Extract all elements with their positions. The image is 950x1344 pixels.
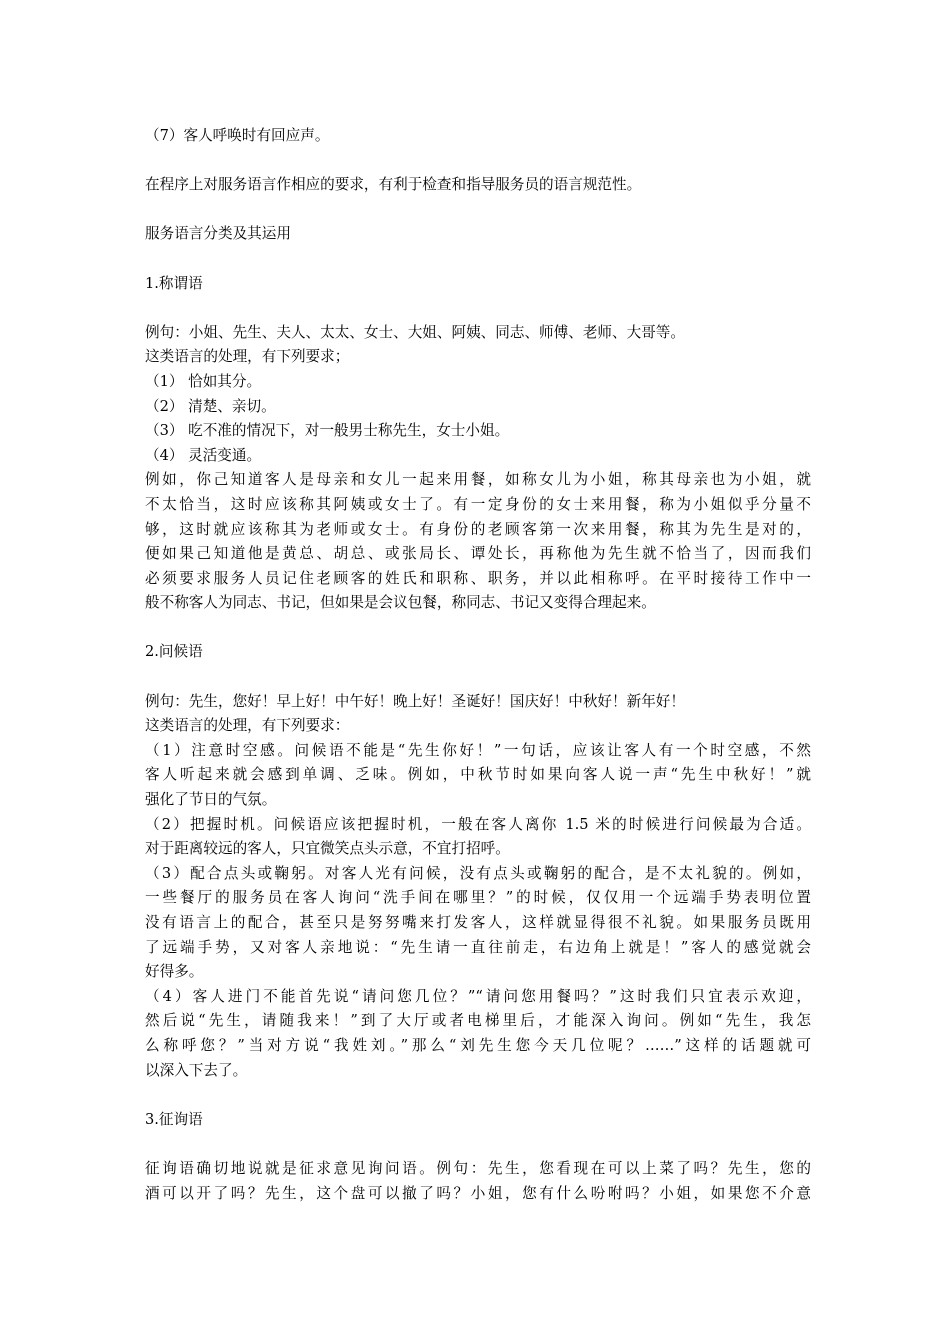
blank-line: [145, 616, 811, 641]
blank-line: [145, 198, 811, 223]
text-line: 么称呼您？”当对方说“我姓刘。”那么“刘先生您今天几位呢？……”这样的话题就可: [145, 1036, 811, 1054]
text-line: 酒可以开了吗？先生，这个盘可以撤了吗？小姐，您有什么吩咐吗？小姐，如果您不介意: [145, 1184, 811, 1202]
text-line: （2） 清楚、亲切。: [145, 397, 276, 415]
text-line: 以深入下去了。: [145, 1061, 248, 1079]
text-line: 这类语言的处理，有下列要求；: [145, 348, 350, 366]
text-line: 3.征询语: [145, 1110, 203, 1128]
blank-line: [145, 1132, 811, 1157]
text-line: 例句：先生，您好！早上好！中午好！晚上好！圣诞好！国庆好！中秋好！新年好！: [145, 692, 685, 710]
blank-line: [145, 247, 811, 272]
blank-line: [145, 1083, 811, 1108]
text-line: （4）客人进门不能首先说“请问您几位？”“请问您用餐吗？”这时我们只宜表示欢迎，: [145, 987, 811, 1005]
blank-line: [145, 149, 811, 174]
text-line: （1） 恰如其分。: [145, 372, 262, 390]
text-line: （4） 灵活变通。: [145, 446, 262, 464]
text-line: 强化了节日的气氛。: [145, 791, 277, 809]
text-line: 必须要求服务人员记住老顾客的姓氏和职称、职务，并以此相称呼。在平时接待工作中一: [145, 569, 811, 587]
text-line: 1.称谓语: [145, 274, 203, 292]
text-line: 好得多。: [145, 963, 204, 981]
text-line: 在程序上对服务语言作相应的要求，有利于检查和指导服务员的语言规范性。: [145, 176, 642, 194]
text-line: 一些餐厅的服务员在客人询问“洗手间在哪里？”的时候，仅仅用一个远端手势表明位置: [145, 889, 811, 907]
text-line: 便如果己知道他是黄总、胡总、或张局长、谭处长，再称他为先生就不恰当了，因而我们: [145, 545, 811, 563]
text-line: （7）客人呼唤时有回应声。: [145, 127, 330, 144]
text-line: （3） 吃不准的情况下，对一般男士称先生，女士小姐。: [145, 422, 510, 440]
text-line: 没有语言上的配合，甚至只是努努嘴来打发客人，这样就显得很不礼貌。如果服务员既用: [145, 914, 811, 931]
text-line: 例句：小姐、先生、夫人、太太、女士、大姐、阿姨、同志、师傅、老师、大哥等。: [145, 323, 685, 341]
text-line: 2.问候语: [145, 643, 203, 661]
text-line: 了远端手势，又对客人亲地说：“先生请一直往前走，右边角上就是！”客人的感觉就会: [145, 938, 811, 956]
text-line: 例如，你己知道客人是母亲和女儿一起来用餐，如称女儿为小姐，称其母亲也为小姐，就: [145, 471, 811, 489]
blank-line: [145, 665, 811, 690]
blank-line: [145, 296, 811, 321]
text-line: （2）把握时机。问候语应该把握时机，一般在客人离你 1.5 米的时候进行问候最为合适。: [145, 815, 811, 833]
document-page: [145, 124, 811, 1206]
text-line: （1）注意时空感。问候语不能是“先生你好！”一句话，应该让客人有一个时空感，不然: [145, 741, 811, 759]
text-line: 然后说“先生，请随我来！”到了大厅或者电梯里后，才能深入询问。例如“先生，我怎: [145, 1012, 811, 1030]
text-line: 不太恰当，这时应该称其阿姨或女士了。有一定身份的女士来用餐，称为小姐似乎分量不: [145, 495, 811, 513]
text-line: 对于距离较远的客人，只宜微笑点头示意，不宜打招呼。: [145, 840, 510, 858]
text-line: （3）配合点头或鞠躬。对客人光有问候，没有点头或鞠躬的配合，是不太礼貌的。例如，: [145, 864, 811, 882]
text-line: 服务语言分类及其运用: [145, 225, 291, 243]
text-line: 够，这时就应该称其为老师或女士。有身份的老顾客第一次来用餐，称其为先生是对的，: [145, 520, 811, 538]
text-line: 征询语确切地说就是征求意见询问语。例句：先生，您看现在可以上菜了吗？先生，您的: [145, 1159, 811, 1177]
text-line: 客人听起来就会感到单调、乏味。例如，中秋节时如果向客人说一声“先生中秋好！”就: [145, 766, 811, 784]
text-line: 般不称客人为同志、书记，但如果是会议包餐，称同志、书记又变得合理起来。: [145, 594, 656, 612]
text-line: 这类语言的处理，有下列要求：: [145, 717, 350, 735]
